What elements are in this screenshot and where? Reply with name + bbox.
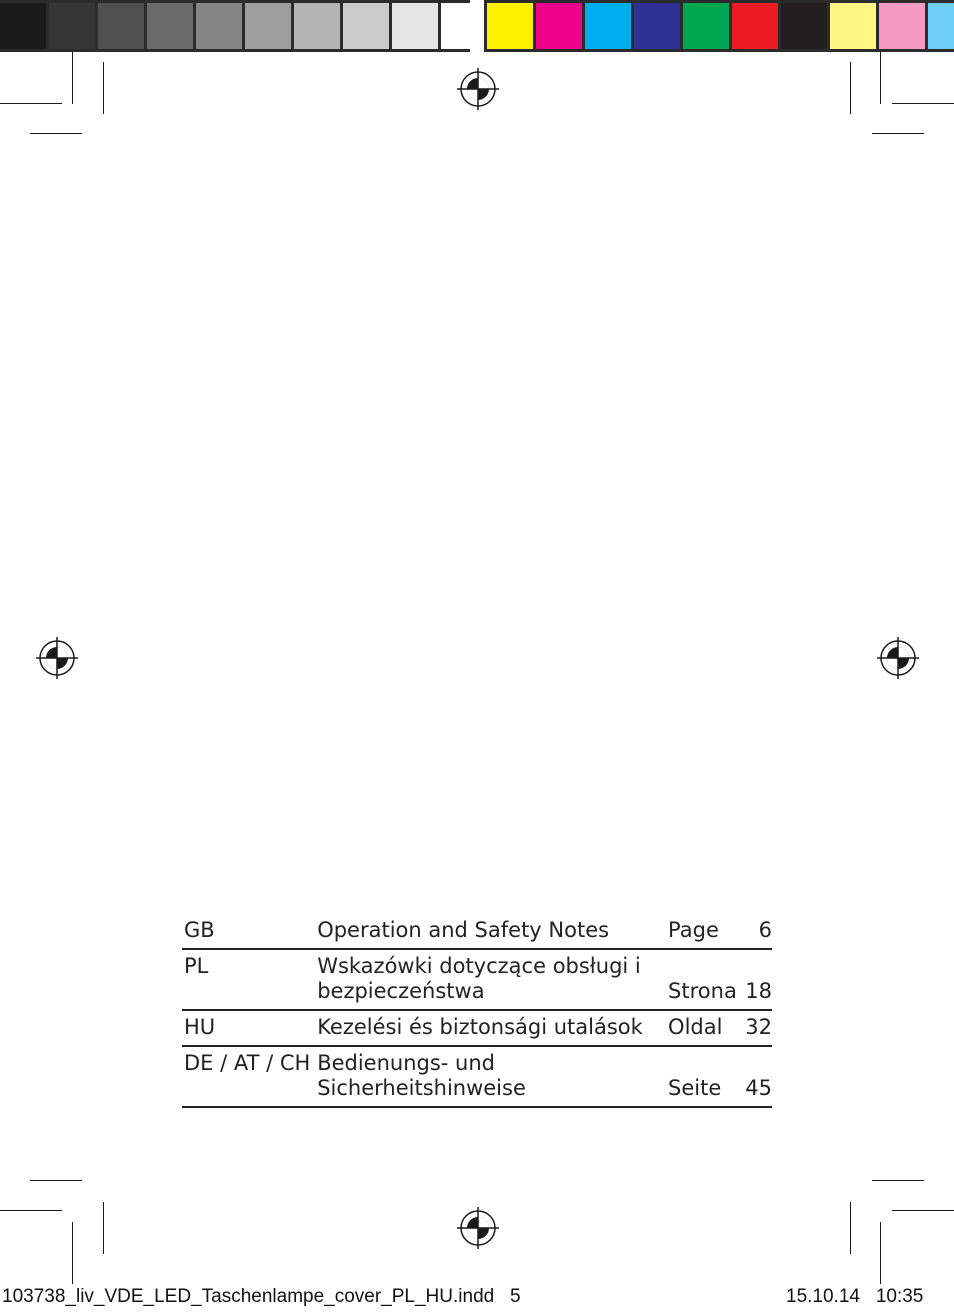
slug-time: 10:35 [875, 1286, 924, 1307]
gray-swatch [49, 3, 95, 49]
toc-language-code: DE / AT / CH [182, 1046, 317, 1107]
toc-title: Wskazówki dotyczące obsługi i bezpieczeństwa [317, 949, 668, 1010]
crop-mark [880, 52, 881, 104]
color-swatch [830, 3, 876, 49]
registration-mark-icon [877, 637, 919, 679]
gray-swatch [392, 3, 438, 49]
color-swatch [781, 3, 827, 49]
color-swatch [487, 3, 533, 49]
crop-mark [30, 1180, 82, 1181]
gray-swatch [294, 3, 340, 49]
toc-row [182, 914, 772, 949]
color-swatch [634, 3, 680, 49]
color-swatch [585, 3, 631, 49]
crop-mark [872, 1180, 924, 1181]
color-swatch [683, 3, 729, 49]
crop-mark [72, 52, 73, 104]
toc-page-label: Oldal [668, 1010, 738, 1046]
color-swatch [536, 3, 582, 49]
crop-mark [880, 1222, 881, 1284]
crop-mark [850, 1202, 851, 1254]
registration-mark-icon [36, 637, 78, 679]
table-of-contents [182, 914, 772, 1108]
crop-mark [0, 1210, 62, 1211]
gray-swatch [147, 3, 193, 49]
toc-page-number: 45 [738, 1046, 772, 1107]
crop-mark [850, 62, 851, 114]
toc-language-code: HU [182, 1010, 317, 1046]
crop-mark [30, 133, 82, 134]
process-color-bar [484, 0, 954, 52]
crop-mark [103, 62, 104, 114]
slug-datetime [786, 1286, 923, 1308]
registration-mark-icon [457, 68, 499, 110]
crop-mark [872, 133, 924, 134]
slug-file: 103738_liv_VDE_LED_Taschenlampe_cover_PL_HU.indd [2, 1286, 495, 1307]
toc-page-number: 18 [738, 949, 772, 1010]
registration-mark-icon [457, 1207, 499, 1249]
color-swatch [879, 3, 925, 49]
crop-mark [0, 103, 62, 104]
toc-page-number: 32 [738, 1010, 772, 1046]
toc-row [182, 949, 772, 1010]
gray-swatch [0, 3, 46, 49]
toc-page-label: Page [668, 914, 738, 949]
gray-swatch [441, 3, 487, 49]
crop-mark [892, 1210, 954, 1211]
toc-page-label: Seite [668, 1046, 738, 1107]
color-swatch [732, 3, 778, 49]
slug-date: 15.10.14 [786, 1286, 860, 1307]
grayscale-color-bar [0, 0, 470, 52]
slug-filename [2, 1286, 521, 1308]
gray-swatch [245, 3, 291, 49]
toc-row [182, 1010, 772, 1046]
toc-language-code: GB [182, 914, 317, 949]
toc-page-number: 6 [738, 914, 772, 949]
crop-mark [103, 1202, 104, 1254]
toc-title: Kezelési és biztonsági utalások [317, 1010, 668, 1046]
gray-swatch [343, 3, 389, 49]
gray-swatch [196, 3, 242, 49]
toc-title: Operation and Safety Notes [317, 914, 668, 949]
slug-page: 5 [510, 1286, 521, 1307]
crop-mark [892, 103, 954, 104]
crop-mark [72, 1222, 73, 1284]
toc-title: Bedienungs- und Sicherheitshinweise [317, 1046, 668, 1107]
toc-language-code: PL [182, 949, 317, 1010]
color-swatch [928, 3, 954, 49]
toc-row [182, 1046, 772, 1107]
gray-swatch [98, 3, 144, 49]
toc-page-label: Strona [668, 949, 738, 1010]
